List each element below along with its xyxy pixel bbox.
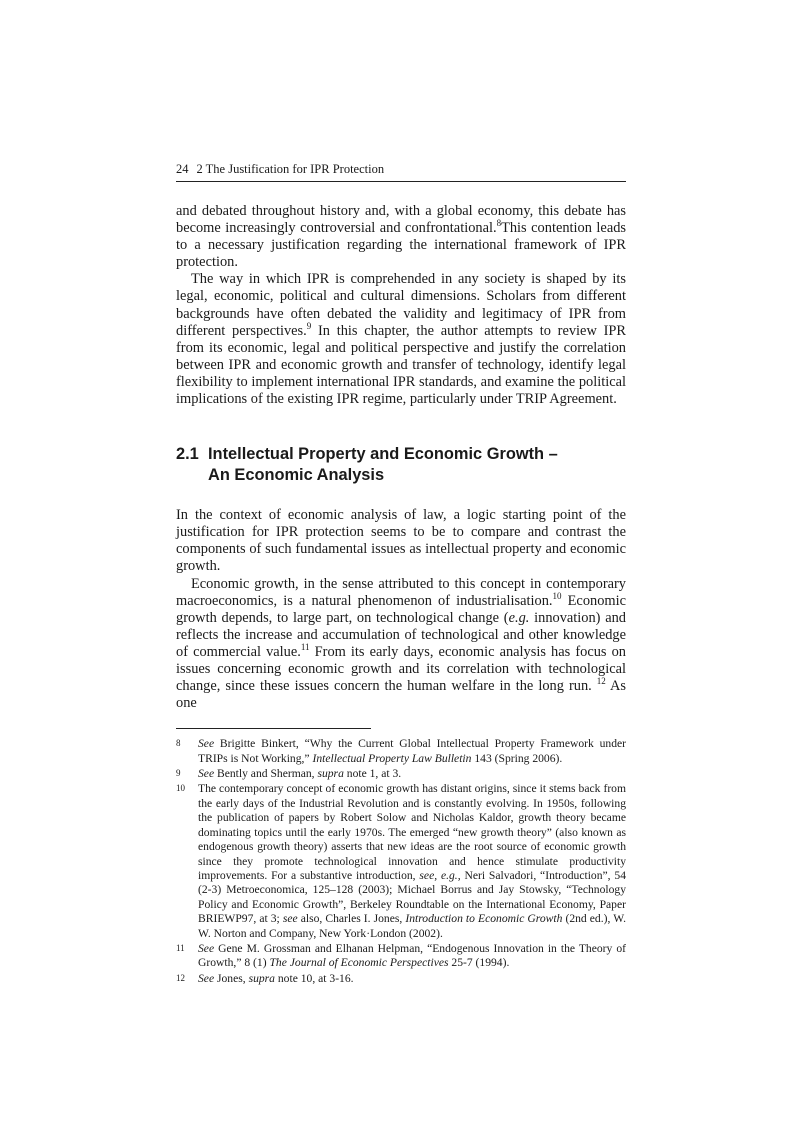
footnote-8: 8 See Brigitte Binkert, “Why the Current Global Intellectual Property Framework under TRIPs is Not Working,” Intellectual Property Law Bulletin 143 (Spring 2006).: [176, 737, 626, 765]
footnote-number: 9: [176, 768, 181, 779]
section-heading: [176, 444, 626, 485]
paragraph: Economic growth, in the sense attributed to this concept in contemporary macroeconomics, is a natural phenomenon of industrialisation.$^{10}$ Economic growth depends, to large part, on technological change (e.g. innovation) and reflects the increase and accumulation of technological and other knowledge of commercial value.$^{11}$ From its early days, economic analysis has focus on issues concerning economic growth and its correlation with technological change, since these issues concern the human welfare in the long run. $^{12}$ As one: [176, 575, 626, 712]
chapter-title: 2 The Justification for IPR Protection: [196, 162, 385, 176]
footnote-number: 11: [176, 942, 185, 953]
footnote-ref-9[interactable]: 9: [306, 320, 312, 331]
section-text: [176, 507, 626, 712]
section-number: 2.1: [176, 445, 199, 464]
section-title-line1: Intellectual Property and Economic Growth –: [208, 445, 558, 464]
footnote-10: 10 The contemporary concept of economic growth has distant origins, since it stems back from the early days of the Industrial Revolution and is constantly evolving. In 1950s, following the publication of papers by Robert Solow and Nicholas Kaldor, growth theory became dominating topics until the early 1970s. The emerged “new growth theory” (also known as endogenous growth theory) asserts that new ideas are the root source of economic growth since they promote technological innovation and hence stimulate productivity improvements. For a substantive introduction, see, e.g., Neri Salvadori, “Introduction”, 54 (2-3) Metroeconomica, 125–128 (2003); Michael Borrus and Jay Stowsky, “Technology Policy and Economic Growth”, Berkeley Roundtable on the International Economy, Paper BRIEWP97, at 3; see also, Charles I. Jones, Introduction to Economic Growth (2nd ed.), W. W. Norton and Company, New York·London (2002).: [176, 782, 627, 940]
footnote-ref-8[interactable]: 8: [496, 218, 502, 229]
header-rule: [176, 181, 626, 182]
page-number: 24: [176, 162, 189, 176]
paragraph: The way in which IPR is comprehended in any society is shaped by its legal, economic, political and cultural dimensions. Scholars from different backgrounds have often debated the validity and legitimacy of IPR from different perspectives.$^9$ In this chapter, the author attempts to review IPR from its economic, legal and political perspective and justify the correlation between IPR and economic growth and transfer of technology, identify legal flexibility to implement international IPR standards, and examine the political implications of the existing IPR regime, particularly under TRIP Agreement.: [176, 271, 626, 408]
section-title-line2: An Economic Analysis: [208, 465, 385, 484]
footnote-11: 11 See Gene M. Grossman and Elhanan Helpman, “Endogenous Innovation in the Theory of Growth,” 8 (1) The Journal of Economic Perspectives 25-7 (1994).: [176, 941, 626, 970]
footnote-ref-10[interactable]: 10: [552, 590, 562, 601]
footnote-ref-11[interactable]: 11: [300, 642, 310, 653]
footnote-ref-12[interactable]: 12: [596, 676, 606, 687]
footnote-number: 12: [176, 972, 185, 983]
footnote-12: 12 See Jones, supra note 10, at 3-16.: [176, 971, 354, 985]
footnote-rule: [176, 728, 371, 729]
book-page: [176, 160, 626, 987]
paragraph: and debated throughout history and, with a global economy, this debate has become increasingly controversial and confrontational.$^8$This contention leads to a necessary justification regarding the international framework of IPR protection.: [176, 203, 626, 271]
running-head: [176, 160, 626, 182]
paragraph: In the context of economic analysis of law, a logic starting point of the justification for IPR protection seems to be to compare and contrast the components of such fundamental issues as intellectual property and economic growth.: [176, 507, 626, 575]
footnote-number: 8: [176, 738, 181, 749]
footnotes: [176, 737, 626, 986]
footnote-number: 10: [176, 783, 185, 794]
footnote-9: 9 See Bently and Sherman, supra note 1, at 3.: [176, 767, 402, 781]
intro-text: [176, 203, 626, 408]
